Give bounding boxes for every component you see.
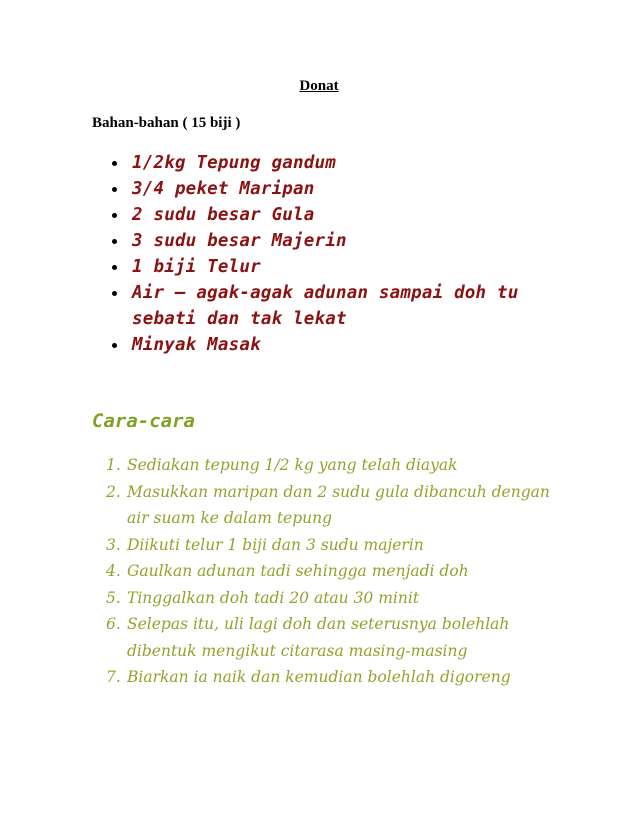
step-number: 2. [106,482,121,501]
bullet-icon [112,161,117,166]
ingredient-text: Air – agak-agak adunan sampai doh tu sebati dan tak lekat [132,283,519,329]
step-text: Diikuti telur 1 biji dan 3 sudu majerin [127,535,424,554]
step-number: 3. [106,535,121,554]
step-item [106,585,566,612]
ingredient-item [110,150,550,176]
ingredient-text: 3 sudu besar Majerin [132,231,347,251]
step-text: Tinggalkan doh tadi 20 atau 30 minit [127,588,420,607]
step-text: Sediakan tepung 1/2 kg yang telah diayak [127,456,458,474]
step-number: 5. [106,588,121,607]
bullet-icon [112,239,117,244]
step-item [106,611,566,664]
step-item [106,452,566,479]
step-number: 1. [106,456,121,474]
step-number: 6. [106,615,121,633]
step-list [106,452,566,691]
page-title: Donat [299,78,339,94]
step-text: Selepas itu, uli lagi doh dan seterusnya bolehlah dibentuk mengikut citarasa masing-masing [127,615,510,660]
ingredient-text: 2 sudu besar Gula [132,205,315,225]
step-item [106,479,566,532]
bullet-icon [112,187,117,192]
step-item [106,558,566,585]
bullet-icon [112,265,117,270]
step-number: 4. [106,562,121,580]
step-number: 7. [106,668,121,686]
ingredient-item [110,280,550,332]
bullet-icon [112,343,117,348]
step-item [106,532,566,559]
step-text: Biarkan ia naik dan kemudian bolehlah digoreng [127,668,511,686]
ingredient-item [110,332,550,358]
ingredient-text: 1 biji Telur [132,257,261,277]
ingredient-text: Minyak Masak [132,335,261,355]
ingredients-heading: Bahan-bahan ( 15 biji ) [92,115,241,131]
ingredient-item [110,254,550,280]
ingredient-text: 1/2kg Tepung gandum [132,153,336,173]
step-text: Gaulkan adunan tadi sehingga menjadi doh [127,562,469,580]
ingredient-list [110,150,550,358]
bullet-icon [112,291,117,296]
ingredient-item [110,176,550,202]
ingredient-item [110,228,550,254]
step-item [106,664,566,691]
ingredient-text: 3/4 peket Maripan [132,179,315,199]
ingredient-item [110,202,550,228]
method-heading: Cara-cara [92,410,195,432]
step-text: Masukkan maripan dan 2 sudu gula dibancuh dengan air suam ke dalam tepung [127,482,550,527]
bullet-icon [112,213,117,218]
